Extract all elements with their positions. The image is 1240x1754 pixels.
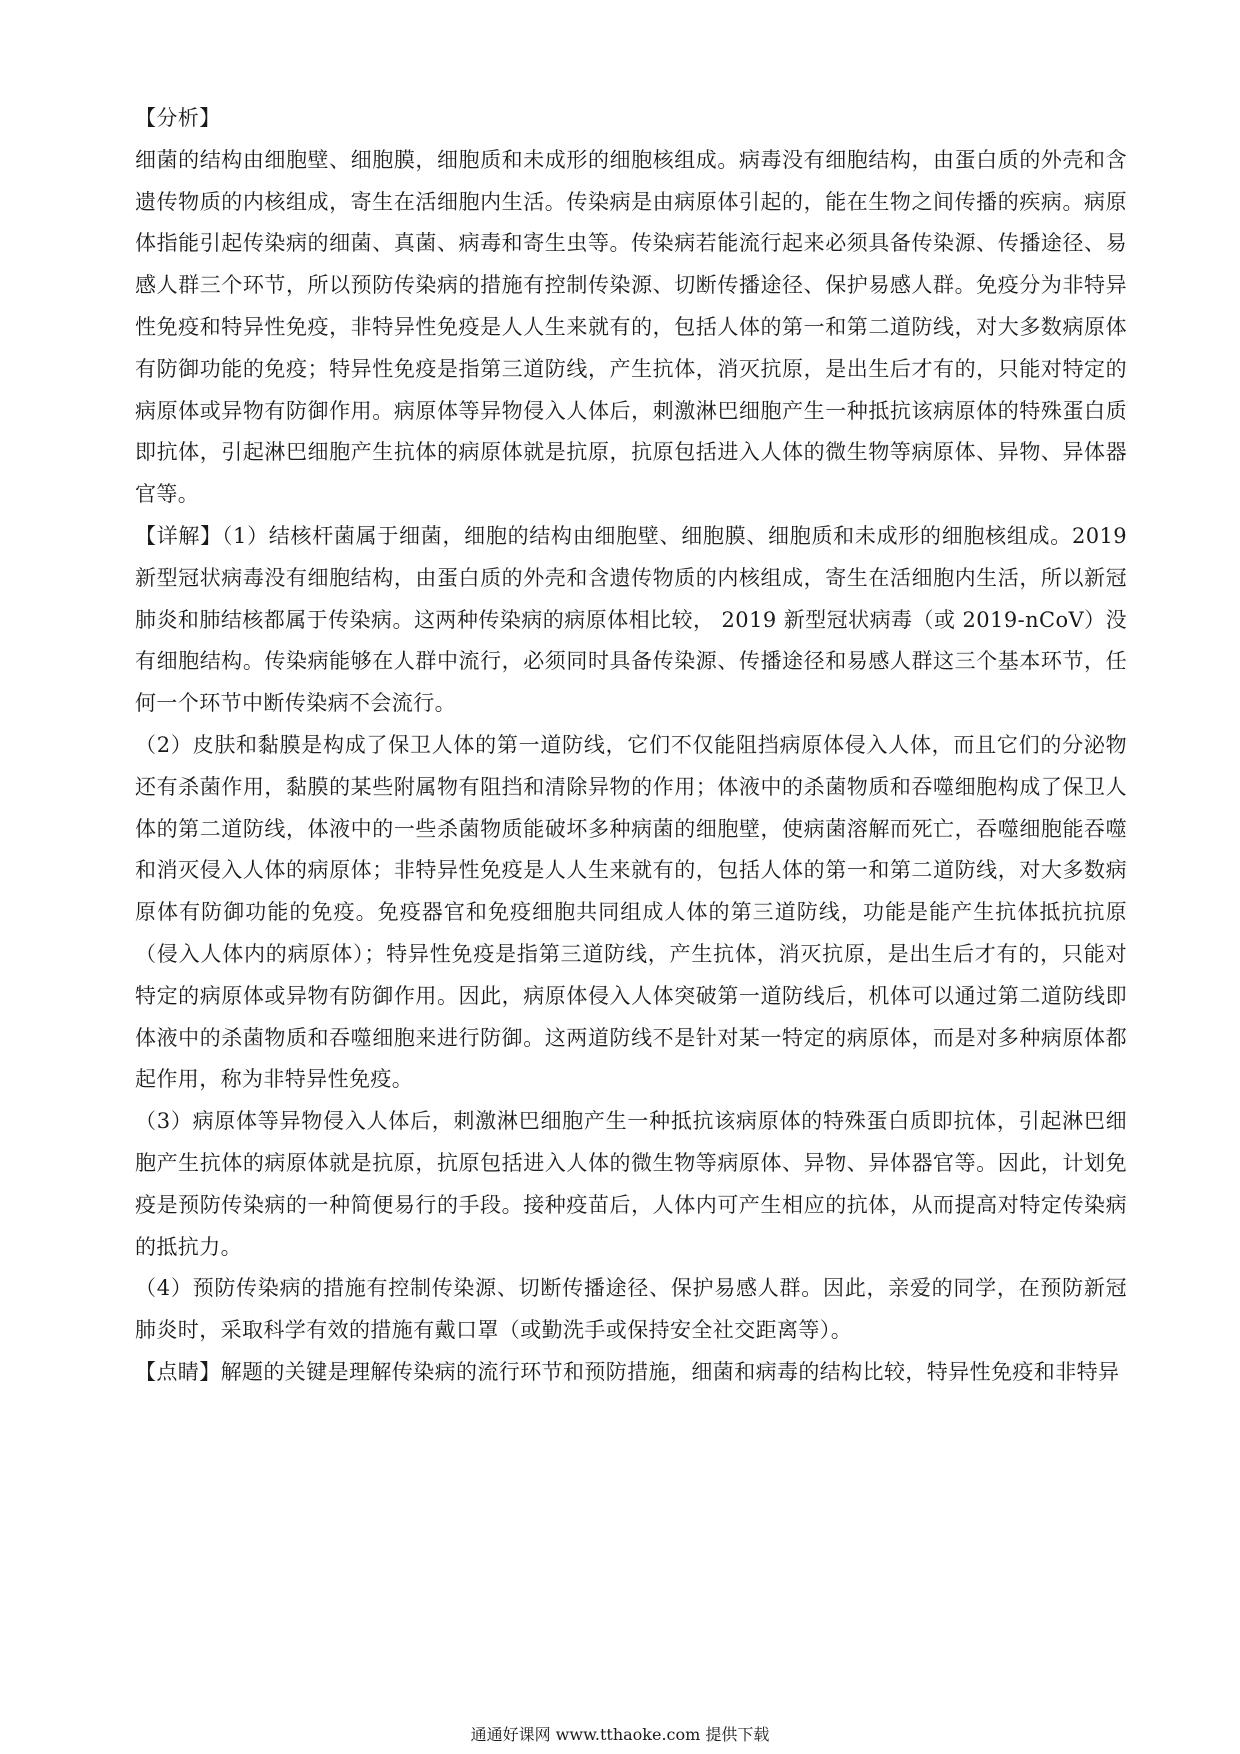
page-footer: 通通好课网 www.tthaoke.com 提供下载 [470, 1725, 770, 1744]
detail-paragraph-4: （4）预防传染病的措施有控制传染源、切断传播途径、保护易感人群。因此，亲爱的同学，在预防新冠肺炎时，采取科学有效的措施有戴口罩（或勤洗手或保持安全社交距离等）。 [135, 1276, 1127, 1343]
document-body [135, 98, 1127, 1394]
detail-paragraph-2: （2）皮肤和黏膜是构成了保卫人体的第一道防线，它们不仅能阻挡病原体侵入人体，而且它们的分泌物还有杀菌作用，黏膜的某些附属物有阻挡和清除异物的作用；体液中的杀菌物质和吞噬细胞构成了保卫人体的第二道防线，体液中的一些杀菌物质能破坏多种病菌的细胞壁，使病菌溶解而死亡，吞噬细胞能吞噬和消灭侵入人体的病原体；非特异性免疫是人人生来就有的，包括人体的第一和第二道防线，对大多数病原体有防御功能的免疫。免疫器官和免疫细胞共同组成人体的第三道防线，功能是能产生抗体抵抗抗原（侵入人体内的病原体）；特异性免疫是指第三道防线，产生抗体，消灭抗原，是出生后才有的，只能对特定的病原体或异物有防御作用。因此，病原体侵入人体突破第一道防线后，机体可以通过第二道防线即体液中的杀菌物质和吞噬细胞来进行防御。这两道防线不是针对某一特定的病原体，而是对多种病原体都起作用，称为非特异性免疫。 [135, 732, 1127, 1092]
analysis-heading: 【分析】 [135, 106, 221, 130]
detail-1-text: （1）结核杆菌属于细菌，细胞的结构由细胞壁、细胞膜、细胞质和未成形的细胞核组成。2019 新型冠状病毒没有细胞结构，由蛋白质的外壳和含遗传物质的内核组成，寄生在活细胞内生活，所以新冠肺炎和肺结核都属于传染病。这两种传染病的病原体相比较， 2019 新型冠状病毒（或 2019-nCoV）没有细胞结构。传染病能够在人群中流行，必须同时具备传染源、传播途径和易感人群这三个基本环节，任何一个环节中断传染病不会流行。 [135, 523, 1127, 716]
analysis-paragraph: 细菌的结构由细胞壁、细胞膜，细胞质和未成形的细胞核组成。病毒没有细胞结构，由蛋白质的外壳和含遗传物质的内核组成，寄生在活细胞内生活。传染病是由病原体引起的，能在生物之间传播的疾病。病原体指能引起传染病的细菌、真菌、病毒和寄生虫等。传染病若能流行起来必须具备传染源、传播途径、易感人群三个环节，所以预防传染病的措施有控制传染源、切断传播途径、保护易感人群。免疫分为非特异性免疫和特异性免疫，非特异性免疫是人人生来就有的，包括人体的第一和第二道防线，对大多数病原体有防御功能的免疫；特异性免疫是指第三道防线，产生抗体，消灭抗原，是出生后才有的，只能对特定的病原体或异物有防御作用。病原体等异物侵入人体后，刺激淋巴细胞产生一种抵抗该病原体的特殊蛋白质即抗体，引起淋巴细胞产生抗体的病原体就是抗原，抗原包括进入人体的微生物等病原体、异物、异体器官等。 [135, 147, 1127, 507]
detail-label: 【详解】 [135, 523, 222, 548]
detail-paragraph-3: （3）病原体等异物侵入人体后，刺激淋巴细胞产生一种抵抗该病原体的特殊蛋白质即抗体，引起淋巴细胞产生抗体的病原体就是抗原，抗原包括进入人体的微生物等病原体、异物、异体器官等。因此，计划免疫是预防传染病的一种简便易行的手段。接种疫苗后，人体内可产生相应的抗体，从而提高对特定传染病的抵抗力。 [135, 1109, 1127, 1259]
detail-paragraph-1 [135, 516, 1127, 725]
comment-paragraph [135, 1352, 1127, 1394]
comment-text: 解题的关键是理解传染病的流行环节和预防措施，细菌和病毒的结构比较，特异性免疫和非特异 [220, 1359, 1120, 1384]
comment-label: 【点睛】 [135, 1359, 221, 1384]
